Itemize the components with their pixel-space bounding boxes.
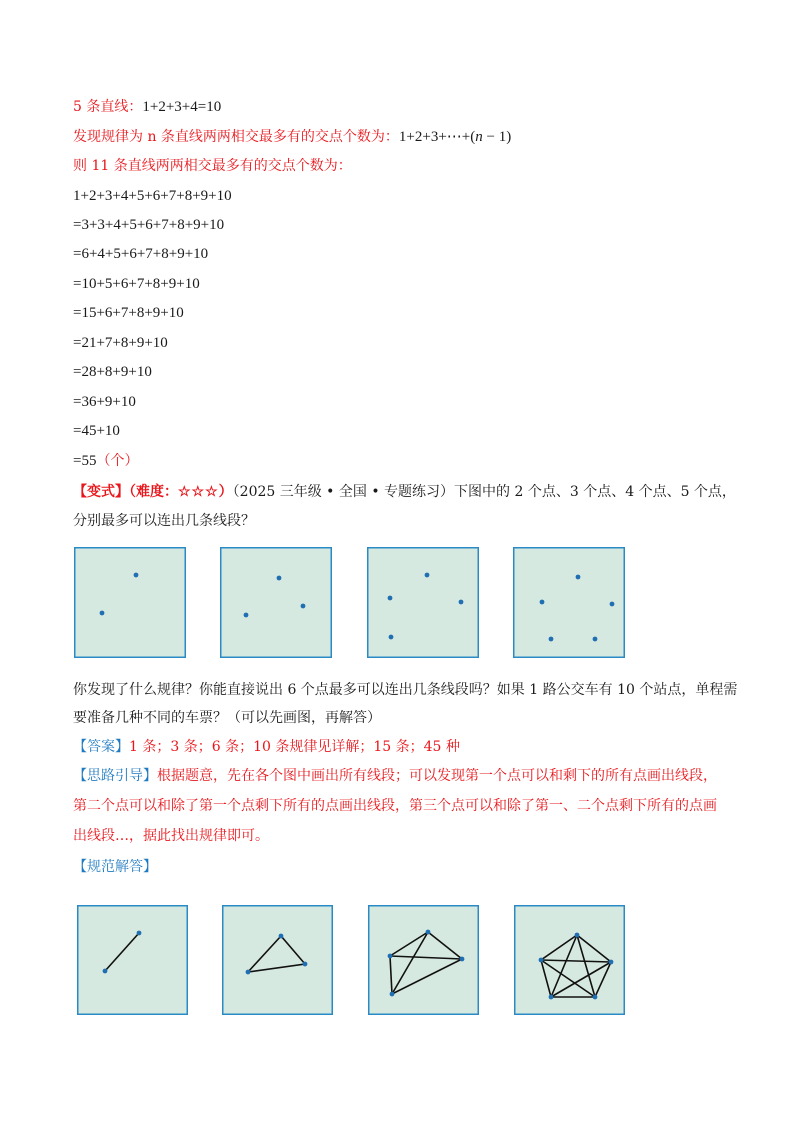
- point: [593, 995, 598, 1000]
- step-1: 1+2+3+4+5+6+7+8+9+10: [73, 188, 232, 204]
- hint-text-1: 根据题意，先在各个图中画出所有线段；可以发现第一个点可以和剩下的所有点画出线段，: [157, 768, 717, 784]
- hint-line2: 第二个点可以和除了第一个点剩下所有的点画出线段，第三个点可以和除了第一、二个点剩下所有的点画: [73, 798, 717, 814]
- step-4: =10+5+6+7+8+9+10: [73, 276, 200, 292]
- point: [388, 954, 393, 959]
- solution-figure-5-points: [514, 905, 625, 1015]
- point: [549, 995, 554, 1000]
- figure-5-points: [513, 547, 625, 658]
- question-line2: 要准备几种不同的车票？（可以先画图，再解答）: [73, 710, 381, 726]
- solution-figure-3-points: [222, 905, 333, 1015]
- figure-4-points: [367, 547, 479, 658]
- hint-line3: 出线段…，据此找出规律即可。: [73, 828, 269, 844]
- point: [576, 575, 581, 580]
- step-2: =3+3+4+5+6+7+8+9+10: [73, 217, 225, 233]
- point: [244, 613, 249, 618]
- answer-line: [73, 737, 460, 757]
- variant-line2: 分别最多可以连出几条线段？: [73, 513, 255, 529]
- point: [137, 931, 142, 936]
- hint-tag: 【思路引导】: [73, 768, 157, 784]
- point: [540, 600, 545, 605]
- line-rule: [73, 127, 511, 147]
- line-5-lines: [73, 97, 221, 117]
- answer-tag: 【答案】: [73, 739, 129, 755]
- point: [246, 970, 251, 975]
- figure-box: [223, 906, 333, 1015]
- figure-3-points: [220, 547, 332, 658]
- figure-2-points: [74, 547, 186, 658]
- difficulty-stars: ☆☆☆: [178, 484, 219, 500]
- point: [134, 573, 139, 578]
- point: [390, 992, 395, 997]
- sum-5-lines: 1+2+3+4=10: [142, 99, 222, 115]
- point: [549, 637, 554, 642]
- difficulty-label: （难度：: [129, 484, 178, 500]
- point: [100, 611, 105, 616]
- step-9: =45+10: [73, 423, 120, 439]
- figure-box: [221, 548, 332, 658]
- rule-formula-a: 1+2+3+⋯+(: [398, 129, 476, 145]
- step-3: =6+4+5+6+7+8+9+10: [73, 246, 209, 262]
- hint-line1: [73, 766, 717, 786]
- point: [279, 934, 284, 939]
- rule-formula-b: − 1): [482, 129, 512, 145]
- step-10-unit: （个）: [96, 453, 139, 469]
- solution-tag: 【规范解答】: [73, 859, 157, 875]
- figure-box: [78, 906, 188, 1015]
- step-8: =36+9+10: [73, 394, 136, 410]
- point: [301, 604, 306, 609]
- variant-header: [73, 482, 736, 502]
- step-7: =28+8+9+10: [73, 364, 152, 380]
- rule-formula-n: n: [475, 129, 483, 145]
- point: [303, 962, 308, 967]
- question-line1: 你发现了什么规律？你能直接说出 6 个点最多可以连出几条线段吗？如果 1 路公交车有 10 个站点，单程需: [73, 682, 738, 698]
- step-10-value: =55: [73, 453, 97, 469]
- point: [539, 958, 544, 963]
- solution-figure-2-points: [77, 905, 188, 1015]
- label-5-lines: 5 条直线：: [73, 99, 143, 115]
- answer-text: 1 条；3 条；6 条；10 条规律见详解；15 条；45 种: [129, 739, 460, 755]
- point: [575, 933, 580, 938]
- rule-text: 发现规律为 n 条直线两两相交最多有的交点个数为：: [73, 129, 399, 145]
- solution-figure-4-points: [368, 905, 479, 1015]
- point: [277, 576, 282, 581]
- variant-tag: 【变式】: [73, 484, 129, 500]
- point: [460, 957, 465, 962]
- variant-source: （2025 三年级 • 全国 • 专题练习）下图中的 2 个点、3 个点、4 个点、5 个点，: [232, 484, 736, 500]
- point: [388, 596, 393, 601]
- point: [459, 600, 464, 605]
- figure-box: [75, 548, 186, 658]
- step-10: [73, 451, 138, 471]
- point: [425, 573, 430, 578]
- point: [609, 960, 614, 965]
- point: [593, 637, 598, 642]
- point: [610, 602, 615, 607]
- point: [389, 635, 394, 640]
- step-6: =21+7+8+9+10: [73, 335, 168, 351]
- step-5: =15+6+7+8+9+10: [73, 305, 184, 321]
- figure-box: [514, 548, 625, 658]
- difficulty-close: ）: [218, 484, 233, 500]
- point: [426, 930, 431, 935]
- line-11-lines: 则 11 条直线两两相交最多有的交点个数为：: [73, 158, 352, 174]
- point: [103, 969, 108, 974]
